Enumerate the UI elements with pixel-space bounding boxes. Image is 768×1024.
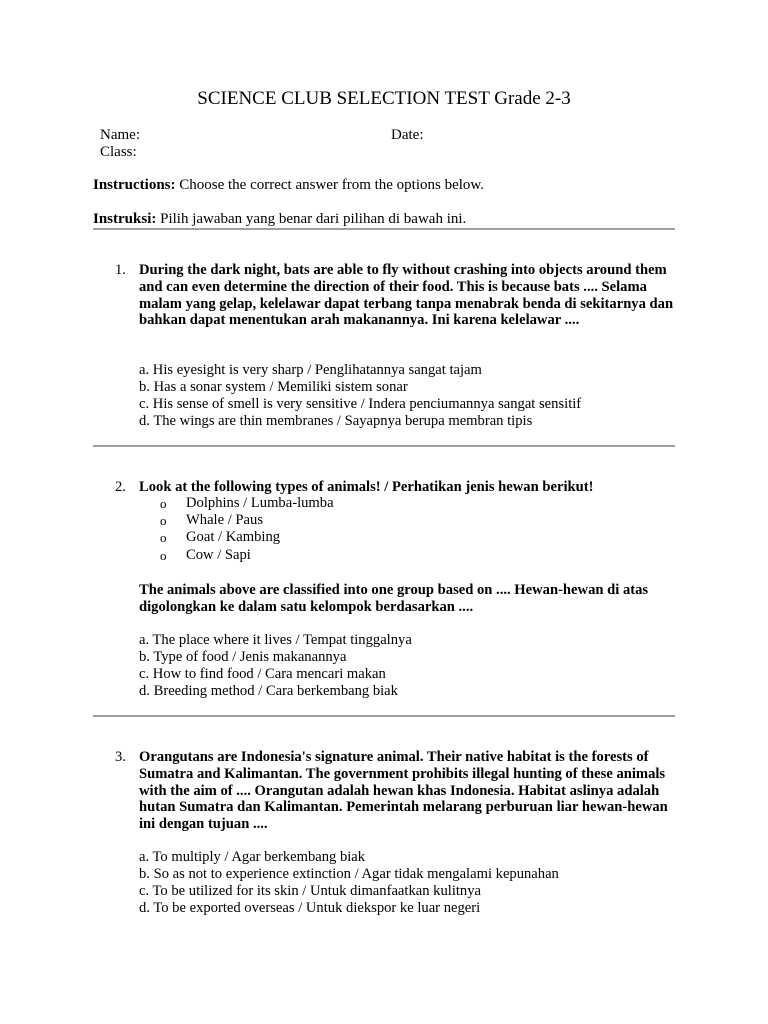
option-b: b. So as not to experience extinction / Agar tidak mengalami kepunahan: [139, 866, 559, 882]
question-number: 2.: [115, 479, 126, 495]
options-list: [139, 362, 699, 430]
bullet-marker: o: [160, 547, 167, 563]
class-label: Class:: [100, 144, 137, 160]
question-text: Look at the following types of animals! / Perhatikan jenis hewan berikut!: [139, 479, 594, 495]
bullet-item: o Whale / Paus: [160, 512, 264, 529]
divider: [93, 228, 675, 230]
question-text: During the dark night, bats are able to fly without crashing into objects around them and can even determine the direction of their food. This is because bats .... Selama malam yang gelap, kelelawar dapat terbang tanpa menabrak benda di sekitarnya dan bahkan dapat menentukan arah makanannya. Ini karena kelelawar ....: [139, 262, 674, 329]
option-a: a. His eyesight is very sharp / Penglihatannya sangat tajam: [139, 362, 482, 378]
instructions-en: [93, 177, 484, 194]
option-c: c. To be utilized for its skin / Untuk dimanfaatkan kulitnya: [139, 883, 481, 899]
instructions-en-text: Choose the correct answer from the options below.: [175, 177, 485, 193]
bullet-marker: o: [160, 513, 167, 529]
divider: [93, 445, 675, 447]
question-number: 1.: [115, 262, 126, 278]
bullet-marker: o: [160, 530, 167, 546]
question-number: 3.: [115, 749, 126, 765]
option-a: a. To multiply / Agar berkembang biak: [139, 849, 366, 865]
option-b: b. Has a sonar system / Memiliki sistem sonar: [139, 379, 408, 395]
page-title: SCIENCE CLUB SELECTION TEST Grade 2-3: [197, 88, 571, 109]
option-d: d. To be exported overseas / Untuk diekspor ke luar negeri: [139, 900, 481, 916]
option-b: b. Type of food / Jenis makanannya: [139, 649, 347, 665]
options-list: [139, 632, 699, 700]
bullet-item: o Dolphins / Lumba-lumba: [160, 495, 334, 511]
divider: [93, 715, 675, 717]
bullet-marker: o: [160, 496, 167, 511]
option-c: c. How to find food / Cara mencari makan: [139, 666, 386, 682]
instructions-id: [93, 211, 466, 228]
animal-bullet-list: [160, 495, 460, 564]
instructions-id-text: Pilih jawaban yang benar dari pilihan di bawah ini.: [156, 211, 467, 227]
option-d: d. The wings are thin membranes / Sayapnya berupa membran tipis: [139, 413, 533, 429]
option-d: d. Breeding method / Cara berkembang biak: [139, 683, 398, 699]
options-list: [139, 849, 699, 917]
date-label: Date:: [391, 127, 424, 143]
question-text-2: The animals above are classified into one group based on .... Hewan-hewan di atas digolongkan ke dalam satu kelompok berdasarkan ....: [139, 582, 649, 615]
option-a: a. The place where it lives / Tempat tinggalnya: [139, 632, 412, 648]
bullet-item: o Cow / Sapi: [160, 546, 251, 563]
name-label: Name:: [100, 127, 140, 143]
instructions-en-label: Instructions:: [93, 177, 176, 193]
instructions-id-label: Instruksi:: [93, 211, 157, 227]
option-c: c. His sense of smell is very sensitive / Indera penciumannya sangat sensitif: [139, 396, 582, 412]
question-text: Orangutans are Indonesia's signature animal. Their native habitat is the forests of Sumatra and Kalimantan. The government prohibits illegal hunting of these animals with the aim of .... Orangutan adalah hewan khas Indonesia. Habitat aslinya adalah hutan Sumatra dan Kalimantan. Pemerintah melarang perburuan liar hewan-hewan ini dengan tujuan ....: [139, 749, 668, 833]
bullet-item: o Goat / Kambing: [160, 529, 281, 546]
